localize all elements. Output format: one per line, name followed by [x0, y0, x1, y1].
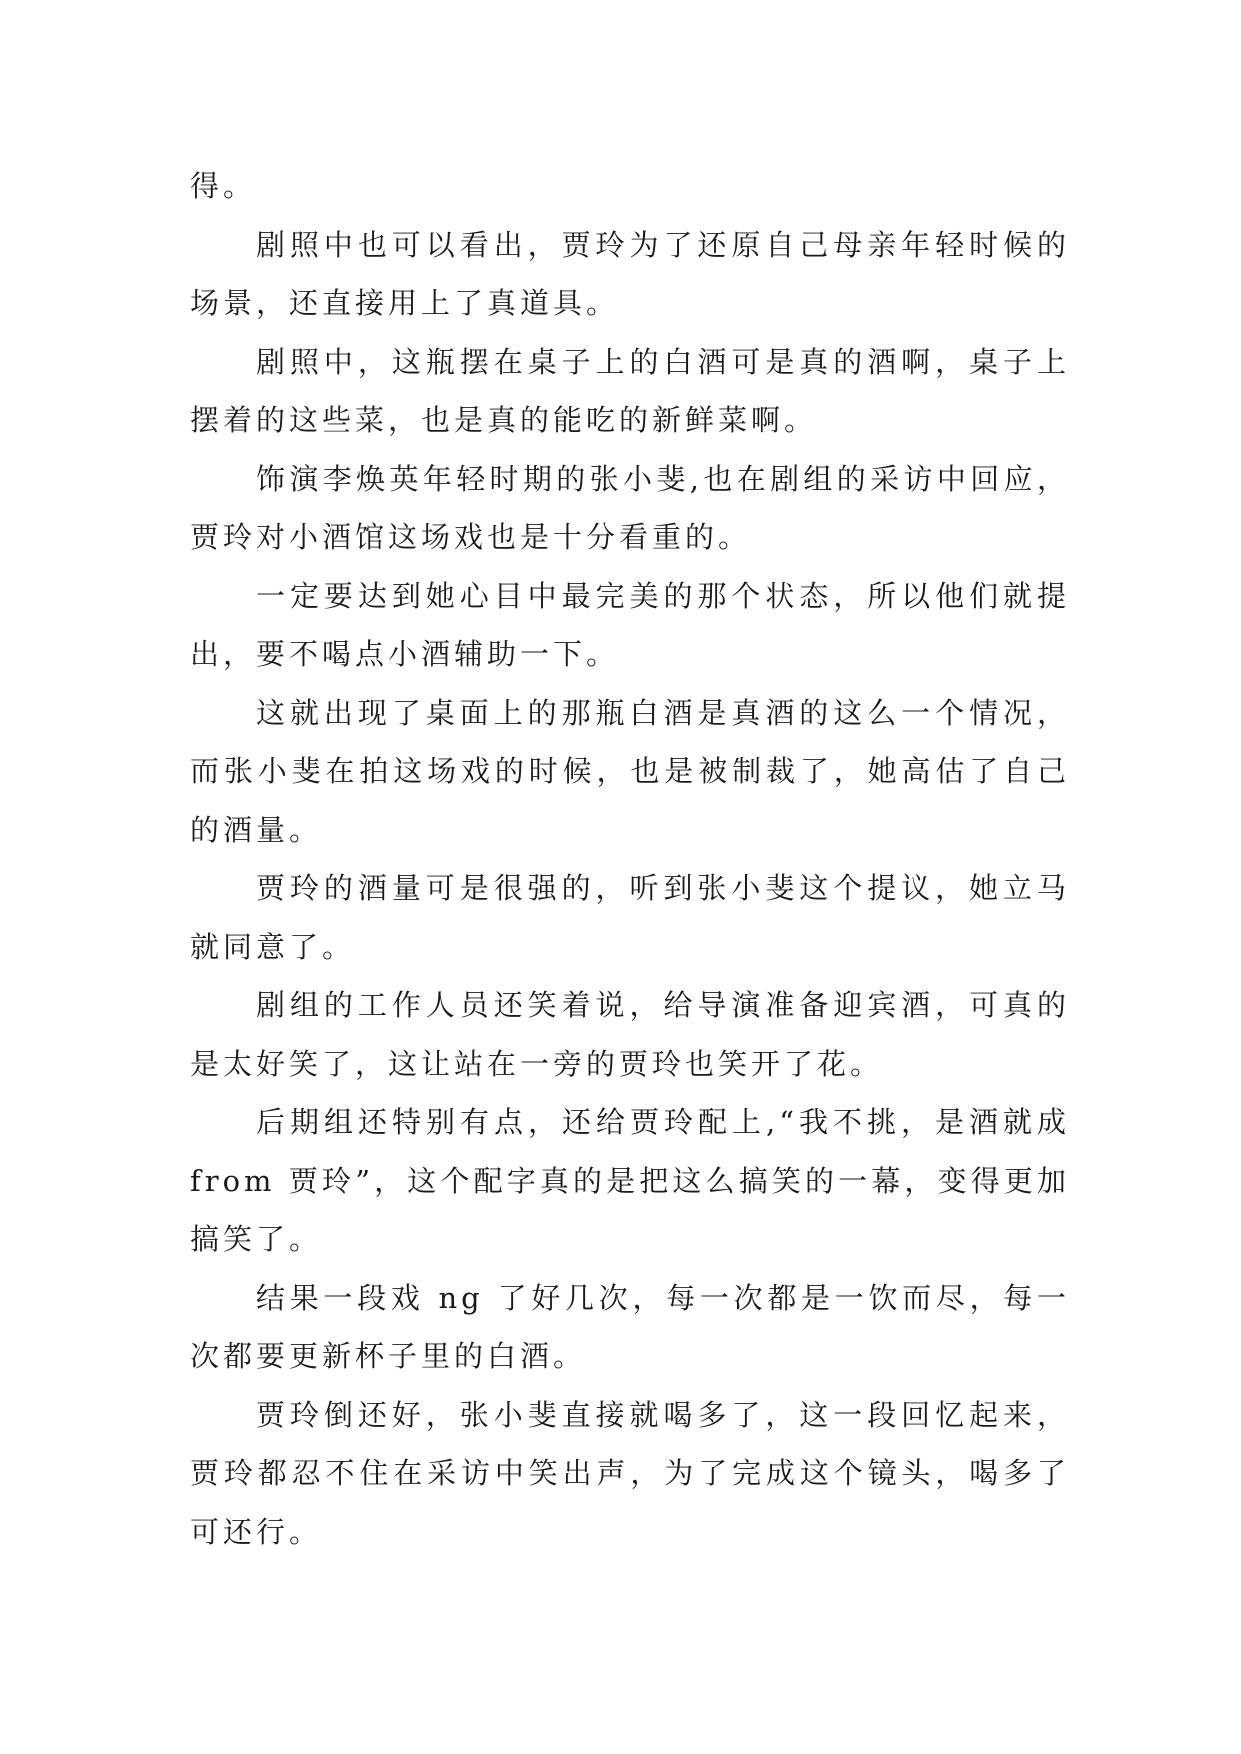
paragraph-6: 这就出现了桌面上的那瓶白酒是真酒的这么一个情况，而张小斐在拍这场戏的时候，也是被制裁了，她高估了自己的酒量。 [190, 695, 1070, 847]
paragraph-1: 得。 [190, 169, 257, 203]
paragraph-7: 贾玲的酒量可是很强的，听到张小斐这个提议，她立马就同意了。 [190, 871, 1070, 964]
paragraph-11: 贾玲倒还好，张小斐直接就喝多了，这一段回忆起来，贾玲都忍不住在采访中笑出声，为了完成这个镜头，喝多了可还行。 [190, 1397, 1070, 1549]
paragraph-2: 剧照中也可以看出，贾玲为了还原自己母亲年轻时候的场景，还直接用上了真道具。 [190, 227, 1070, 320]
paragraph-3: 剧照中，这瓶摆在桌子上的白酒可是真的酒啊，桌子上摆着的这些菜，也是真的能吃的新鲜菜啊。 [190, 344, 1070, 437]
paragraph-9: 后期组还特别有点，还给贾玲配上,“我不挑，是酒就成 from 贾玲”，这个配字真的是把这么搞笑的一幕，变得更加搞笑了。 [190, 1105, 1070, 1256]
document-body [190, 157, 1070, 1561]
paragraph-10: 结果一段戏 ng 了好几次，每一次都是一饮而尽，每一次都要更新杯子里的白酒。 [190, 1280, 1070, 1373]
paragraph-8: 剧组的工作人员还笑着说，给导演准备迎宾酒，可真的是太好笑了，这让站在一旁的贾玲也笑开了花。 [190, 988, 1070, 1081]
paragraph-4: 饰演李焕英年轻时期的张小斐,也在剧组的采访中回应，贾玲对小酒馆这场戏也是十分看重的。 [190, 461, 1070, 554]
paragraph-5: 一定要达到她心目中最完美的那个状态，所以他们就提出，要不喝点小酒辅助一下。 [190, 578, 1070, 671]
